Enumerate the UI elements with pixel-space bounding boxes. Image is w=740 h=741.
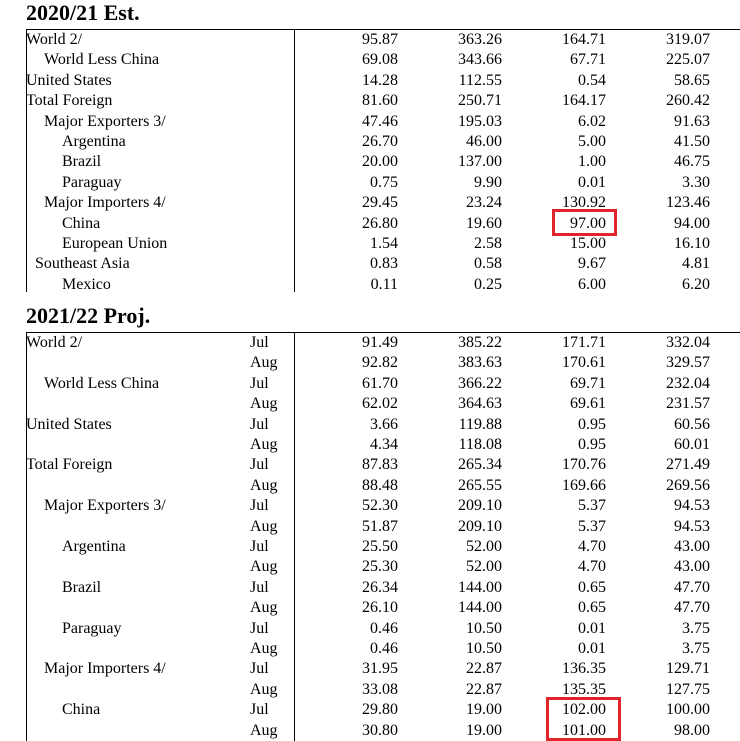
- value-cell: 130.92: [562, 194, 606, 212]
- row-label: Paraguay: [62, 173, 122, 191]
- value-cell: 30.80: [362, 721, 398, 739]
- value-cell: 112.55: [458, 71, 502, 89]
- row-month: Jul: [250, 334, 269, 351]
- table-row: [0, 455, 740, 475]
- table-row: [0, 333, 740, 353]
- table-row: [0, 619, 740, 639]
- value-cell: 101.00: [562, 721, 606, 739]
- row-month: Jul: [250, 578, 269, 596]
- value-cell: 47.70: [674, 599, 710, 617]
- table-row: [0, 578, 740, 598]
- table-row: [0, 721, 740, 741]
- table-row: [0, 112, 740, 132]
- table-row: [0, 476, 740, 496]
- value-cell: 61.70: [362, 374, 398, 392]
- row-month: Aug: [250, 558, 278, 576]
- value-cell: 332.04: [666, 334, 710, 351]
- value-cell: 0.01: [578, 619, 606, 637]
- value-cell: 58.65: [674, 71, 710, 89]
- value-cell: 123.46: [666, 194, 710, 212]
- row-label: World Less China: [44, 51, 160, 69]
- table-row: [0, 394, 740, 414]
- value-cell: 364.63: [458, 395, 502, 413]
- value-cell: 271.49: [666, 456, 710, 474]
- table-row: [0, 415, 740, 435]
- value-cell: 88.48: [362, 476, 398, 494]
- row-label: Major Importers 4/: [44, 660, 166, 678]
- value-cell: 19.00: [466, 701, 502, 719]
- value-cell: 4.34: [370, 436, 398, 453]
- row-label: Brazil: [62, 578, 102, 596]
- table-row: [0, 30, 740, 50]
- value-cell: 92.82: [362, 354, 398, 372]
- value-cell: 170.76: [562, 456, 606, 474]
- table-row: [0, 353, 740, 373]
- value-cell: 4.81: [682, 255, 710, 273]
- table-row: [0, 680, 740, 700]
- row-month: Jul: [250, 374, 269, 392]
- value-cell: 94.00: [674, 214, 710, 232]
- value-cell: 0.46: [370, 640, 398, 657]
- value-cell: 209.10: [458, 517, 502, 535]
- value-cell: 319.07: [666, 31, 710, 48]
- value-cell: 4.70: [578, 558, 606, 576]
- table-row: [0, 254, 740, 274]
- value-cell: 164.17: [562, 92, 606, 110]
- value-cell: 385.22: [458, 334, 502, 351]
- value-cell: 5.00: [578, 133, 606, 150]
- value-cell: 171.71: [562, 334, 606, 351]
- row-month: Aug: [250, 640, 278, 657]
- row-label: China: [62, 701, 101, 719]
- value-cell: 69.08: [362, 51, 398, 69]
- value-cell: 135.35: [562, 680, 606, 698]
- value-cell: 33.08: [362, 680, 398, 698]
- table-row: [0, 91, 740, 111]
- value-cell: 9.90: [474, 173, 502, 191]
- value-cell: 94.53: [674, 517, 710, 535]
- value-cell: 47.46: [362, 112, 398, 130]
- value-cell: 231.57: [666, 395, 710, 413]
- table-row: [0, 173, 740, 193]
- row-month: Aug: [250, 680, 278, 698]
- table-row: [0, 50, 740, 70]
- value-cell: 20.00: [362, 153, 398, 171]
- row-label: Major Importers 4/: [44, 194, 166, 212]
- value-cell: 3.66: [370, 415, 398, 433]
- value-cell: 6.00: [578, 275, 606, 293]
- table-row: [0, 659, 740, 679]
- value-cell: 25.50: [362, 538, 398, 555]
- value-cell: 26.34: [362, 578, 398, 596]
- value-cell: 52.00: [466, 538, 502, 555]
- value-cell: 0.46: [370, 619, 398, 637]
- row-label: Paraguay: [62, 619, 122, 637]
- table-row: [0, 193, 740, 213]
- row-month: Aug: [250, 354, 278, 372]
- value-cell: 31.95: [362, 660, 398, 678]
- row-label: Mexico: [62, 275, 111, 293]
- row-label: Southeast Asia: [35, 255, 130, 273]
- value-cell: 118.08: [458, 436, 502, 453]
- value-cell: 6.20: [682, 275, 710, 293]
- value-cell: 383.63: [458, 354, 502, 372]
- table-row: [0, 374, 740, 394]
- value-cell: 0.95: [578, 415, 606, 433]
- table-row: [0, 639, 740, 659]
- row-label: World Less China: [44, 374, 160, 392]
- value-cell: 60.56: [674, 415, 710, 433]
- value-cell: 343.66: [458, 51, 502, 69]
- table-row: [0, 152, 740, 172]
- value-cell: 3.30: [682, 173, 710, 191]
- value-cell: 6.02: [578, 112, 606, 130]
- value-cell: 52.00: [466, 558, 502, 576]
- value-cell: 46.00: [466, 133, 502, 150]
- value-cell: 269.56: [666, 476, 710, 494]
- value-cell: 265.55: [458, 476, 502, 494]
- row-month: Jul: [250, 538, 269, 555]
- value-cell: 91.49: [362, 334, 398, 351]
- value-cell: 98.00: [674, 721, 710, 739]
- row-month: Aug: [250, 599, 278, 617]
- value-cell: 0.25: [474, 275, 502, 293]
- row-month: Aug: [250, 721, 278, 739]
- value-cell: 329.57: [666, 354, 710, 372]
- value-cell: 1.54: [370, 235, 398, 252]
- value-cell: 119.88: [458, 415, 502, 433]
- value-cell: 102.00: [562, 701, 606, 719]
- value-cell: 127.75: [666, 680, 710, 698]
- value-cell: 3.75: [682, 640, 710, 657]
- value-cell: 26.10: [362, 599, 398, 617]
- value-cell: 19.00: [466, 721, 502, 739]
- row-month: Jul: [250, 415, 269, 433]
- value-cell: 25.30: [362, 558, 398, 576]
- value-cell: 225.07: [666, 51, 710, 69]
- value-cell: 60.01: [674, 436, 710, 453]
- value-cell: 22.87: [466, 660, 502, 678]
- row-label: Argentina: [62, 538, 126, 555]
- table-row: [0, 275, 740, 295]
- value-cell: 10.50: [466, 640, 502, 657]
- section-title: 2020/21 Est.: [26, 0, 140, 25]
- value-cell: 43.00: [674, 558, 710, 576]
- value-cell: 4.70: [578, 538, 606, 555]
- table-row: [0, 496, 740, 516]
- row-label: Total Foreign: [26, 92, 113, 110]
- row-month: Jul: [250, 701, 269, 719]
- value-cell: 23.24: [466, 194, 502, 212]
- table-row: [0, 557, 740, 577]
- highlight-box-china-est: [552, 209, 617, 236]
- table-row: [0, 71, 740, 91]
- row-label: United States: [26, 71, 112, 89]
- row-label: Major Exporters 3/: [44, 112, 166, 130]
- value-cell: 67.71: [570, 51, 606, 69]
- value-cell: 0.01: [578, 173, 606, 191]
- value-cell: 0.58: [474, 255, 502, 273]
- value-cell: 16.10: [674, 235, 710, 252]
- value-cell: 136.35: [562, 660, 606, 678]
- section-title: 2021/22 Proj.: [26, 303, 151, 328]
- value-cell: 0.83: [370, 255, 398, 273]
- table-row: [0, 234, 740, 254]
- value-cell: 366.22: [458, 374, 502, 392]
- value-cell: 144.00: [458, 578, 502, 596]
- value-cell: 94.53: [674, 497, 710, 515]
- row-month: Aug: [250, 476, 278, 494]
- row-label: Major Exporters 3/: [44, 497, 166, 515]
- value-cell: 250.71: [458, 92, 502, 110]
- value-cell: 22.87: [466, 680, 502, 698]
- value-cell: 26.70: [362, 133, 398, 150]
- value-cell: 29.45: [362, 194, 398, 212]
- value-cell: 14.28: [362, 71, 398, 89]
- table-row: [0, 537, 740, 557]
- value-cell: 137.00: [458, 153, 502, 171]
- table-row: [0, 132, 740, 152]
- value-cell: 363.26: [458, 31, 502, 48]
- value-cell: 51.87: [362, 517, 398, 535]
- value-cell: 91.63: [674, 112, 710, 130]
- value-cell: 2.58: [474, 235, 502, 252]
- value-cell: 0.95: [578, 436, 606, 453]
- table-row: [0, 214, 740, 234]
- value-cell: 46.75: [674, 153, 710, 171]
- value-cell: 26.80: [362, 214, 398, 232]
- value-cell: 195.03: [458, 112, 502, 130]
- table-row: [0, 517, 740, 537]
- value-cell: 95.87: [362, 31, 398, 48]
- value-cell: 169.66: [562, 476, 606, 494]
- row-month: Jul: [250, 456, 269, 474]
- value-cell: 10.50: [466, 619, 502, 637]
- row-label: Brazil: [62, 153, 102, 171]
- value-cell: 209.10: [458, 497, 502, 515]
- row-label: China: [62, 214, 101, 232]
- value-cell: 232.04: [666, 374, 710, 392]
- row-label: World 2/: [26, 31, 83, 48]
- value-cell: 0.11: [370, 275, 398, 293]
- row-label: World 2/: [26, 334, 83, 351]
- value-cell: 81.60: [362, 92, 398, 110]
- table-row: [0, 700, 740, 720]
- value-cell: 129.71: [666, 660, 710, 678]
- value-cell: 5.37: [578, 517, 606, 535]
- row-month: Jul: [250, 497, 269, 515]
- row-month: Jul: [250, 660, 269, 678]
- value-cell: 29.80: [362, 701, 398, 719]
- value-cell: 69.71: [570, 374, 606, 392]
- value-cell: 164.71: [562, 31, 606, 48]
- value-cell: 3.75: [682, 619, 710, 637]
- value-cell: 19.60: [466, 214, 502, 232]
- row-month: Aug: [250, 436, 278, 453]
- value-cell: 0.65: [578, 599, 606, 617]
- value-cell: 9.67: [578, 255, 606, 273]
- value-cell: 0.01: [578, 640, 606, 657]
- row-label: Argentina: [62, 133, 126, 150]
- value-cell: 62.02: [362, 395, 398, 413]
- row-month: Aug: [250, 517, 278, 535]
- table-row: [0, 435, 740, 455]
- value-cell: 43.00: [674, 538, 710, 555]
- value-cell: 69.61: [570, 395, 606, 413]
- value-cell: 5.37: [578, 497, 606, 515]
- value-cell: 265.34: [458, 456, 502, 474]
- table-row: [0, 598, 740, 618]
- row-month: Aug: [250, 395, 278, 413]
- value-cell: 97.00: [570, 214, 606, 232]
- highlight-box-china-proj: [546, 697, 621, 741]
- value-cell: 0.75: [370, 173, 398, 191]
- value-cell: 0.65: [578, 578, 606, 596]
- value-cell: 1.00: [578, 153, 606, 171]
- value-cell: 0.54: [578, 71, 606, 89]
- value-cell: 100.00: [666, 701, 710, 719]
- value-cell: 52.30: [362, 497, 398, 515]
- row-label: Total Foreign: [26, 456, 113, 474]
- value-cell: 41.50: [674, 133, 710, 150]
- value-cell: 144.00: [458, 599, 502, 617]
- row-label: European Union: [62, 235, 168, 252]
- value-cell: 170.61: [562, 354, 606, 372]
- value-cell: 260.42: [666, 92, 710, 110]
- value-cell: 87.83: [362, 456, 398, 474]
- value-cell: 47.70: [674, 578, 710, 596]
- row-label: United States: [26, 415, 112, 433]
- row-month: Jul: [250, 619, 269, 637]
- value-cell: 15.00: [570, 235, 606, 252]
